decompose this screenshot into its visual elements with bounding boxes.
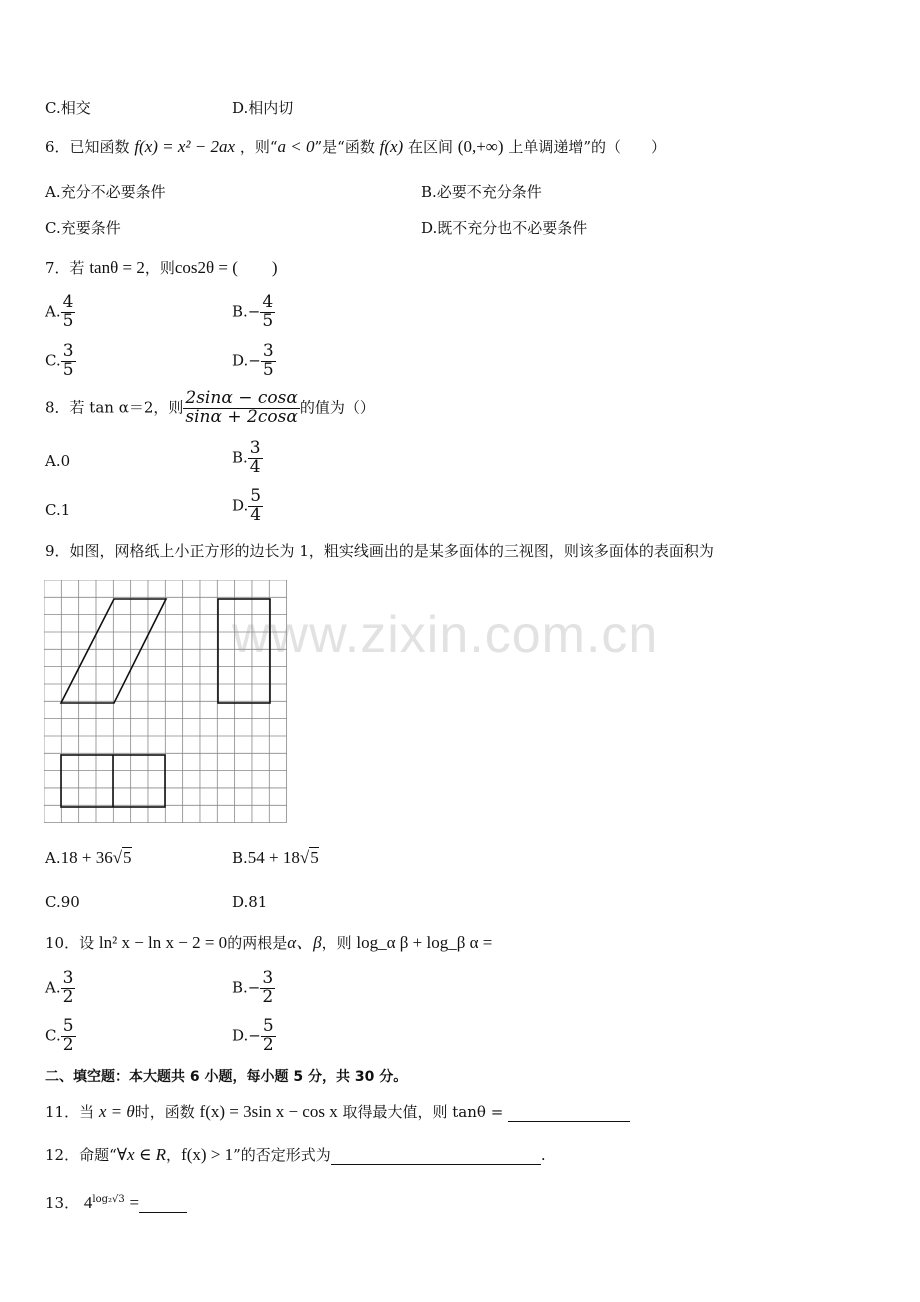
q8-option-d — [232, 488, 263, 525]
q13-exponent: log₂√3 — [92, 1194, 125, 1205]
q7-option-b-label: B.− — [232, 302, 261, 321]
q10-stem — [45, 933, 492, 953]
q8-option-c: C.1 — [45, 501, 71, 519]
q9-stem: 9．如图，网格纸上小正方形的边长为 1，粗实线画出的是某多面体的三视图，则该多面体的表面积为 — [45, 542, 714, 560]
q6-number: 6．已知函数 — [45, 138, 130, 156]
q9-option-a-radicand: 5 — [123, 848, 132, 867]
q9-option-c: C.90 — [45, 893, 80, 911]
q11-condition: x = θ — [98, 1102, 135, 1121]
q7-number: 7．若 — [45, 259, 85, 277]
fraction-denominator: 5 — [62, 310, 74, 331]
q12-stem — [45, 1145, 546, 1165]
q7-option-c — [45, 343, 76, 380]
q11-number: 11．当 — [45, 1103, 95, 1121]
q7-option-d-fraction — [261, 343, 276, 380]
q9-option-a-expression: 18 + 36 — [60, 848, 113, 867]
q10-equation: ln² x − ln x − 2 = 0 — [98, 933, 228, 952]
q8-option-d-fraction — [248, 488, 263, 525]
q7-option-c-label: C. — [45, 351, 61, 370]
q12-answer-blank[interactable] — [331, 1148, 541, 1165]
q12-quantifier: ∀x ∈ R — [116, 1145, 167, 1164]
fraction-denominator: 2 — [262, 1034, 274, 1055]
fraction-numerator: 5 — [250, 486, 262, 506]
q6-option-c: C.充要条件 — [45, 219, 121, 237]
fraction-numerator: 2sinα − cosα — [185, 388, 298, 408]
q5-option-c: C.相交 — [45, 99, 91, 117]
fraction-numerator: 3 — [249, 438, 261, 458]
watermark: www.zixin.com.cn — [232, 606, 659, 664]
q10-option-a-label: A. — [45, 978, 61, 997]
q6-fx: f(x) — [379, 137, 404, 156]
q12-period: . — [540, 1146, 546, 1164]
q10-option-d-fraction — [261, 1018, 276, 1055]
q10-text-2: ，则 — [321, 934, 352, 952]
fraction-numerator: 3 — [62, 968, 74, 988]
q13-base: 4 — [83, 1193, 93, 1212]
q10-option-b-fraction — [260, 970, 275, 1007]
q6-stem — [45, 137, 666, 157]
q6-text-1: ，则“ — [239, 138, 278, 156]
fraction-numerator: 5 — [262, 1016, 274, 1036]
sqrt-sign: √ — [112, 848, 123, 867]
q7-option-b-fraction — [260, 294, 275, 331]
q9-option-a — [45, 848, 132, 868]
q6-text-3: 在区间 — [408, 138, 454, 156]
q13-equals: = — [129, 1193, 140, 1212]
q8-stem — [45, 390, 375, 427]
q9-option-b-label: B. — [232, 849, 248, 867]
q9-option-a-label: A. — [45, 849, 61, 867]
fraction-numerator: 5 — [62, 1016, 74, 1036]
fraction-denominator: 5 — [262, 359, 274, 380]
q6-option-b: B.必要不充分条件 — [421, 183, 542, 201]
fraction-numerator: 4 — [262, 292, 274, 312]
q7-stem — [45, 258, 278, 278]
q7-option-d-label: D.− — [232, 351, 261, 370]
q12-separator: ， — [166, 1146, 182, 1164]
q8-option-b-fraction — [248, 440, 263, 477]
q10-number: 10．设 — [45, 934, 95, 952]
fraction-denominator: 4 — [249, 456, 261, 477]
q9-option-d: D.81 — [232, 893, 268, 911]
q13-answer-blank[interactable] — [139, 1196, 187, 1213]
q7-expression: cos2θ = ( ) — [174, 258, 278, 277]
q6-text-4: 上单调递增”的（ ） — [508, 138, 667, 156]
q11-text-2: 取得最大值，则 tanθ = — [342, 1103, 504, 1121]
q10-option-c-fraction — [61, 1018, 76, 1055]
q11-answer-blank[interactable] — [508, 1105, 630, 1122]
q10-text-1: 的两根是 — [227, 934, 288, 952]
q6-condition: a < 0 — [277, 137, 315, 156]
q9-option-b-radicand: 5 — [310, 848, 319, 867]
fraction-denominator: 5 — [262, 310, 274, 331]
q10-option-c — [45, 1018, 76, 1055]
section-heading: 二、填空题：本大题共 6 小题，每小题 5 分，共 30 分。 — [45, 1069, 408, 1085]
q7-text: ，则 — [144, 259, 175, 277]
q7-option-b — [232, 294, 275, 331]
fraction-numerator: 3 — [62, 341, 74, 361]
q8-fraction — [183, 390, 299, 427]
q8-option-b — [232, 440, 263, 477]
q7-option-a — [45, 294, 75, 331]
q5-option-d: D.相内切 — [232, 99, 294, 117]
q10-option-d — [232, 1018, 276, 1055]
fraction-denominator: 4 — [250, 504, 262, 525]
fraction-denominator: 2 — [62, 986, 74, 1007]
q6-interval: (0,+∞) — [457, 137, 504, 156]
q13-stem — [45, 1190, 187, 1213]
q10-option-a — [45, 970, 75, 1007]
q8-option-d-label: D. — [232, 496, 249, 515]
fraction-numerator: 4 — [62, 292, 74, 312]
q10-roots: α、β — [287, 933, 322, 952]
q11-function: f(x) = 3sin x − cos x — [199, 1102, 338, 1121]
q7-option-c-fraction — [61, 343, 76, 380]
q7-option-a-fraction — [61, 294, 76, 331]
fraction-denominator: sinα + 2cosα — [185, 406, 298, 427]
fraction-denominator: 5 — [62, 359, 74, 380]
q8-option-a: A.0 — [45, 452, 71, 470]
q10-expression: log_α β + log_β α = — [356, 933, 493, 952]
q6-function: f(x) = x² − 2ax — [134, 137, 236, 156]
q11-stem — [45, 1102, 630, 1122]
q7-option-a-label: A. — [45, 302, 61, 321]
q12-number: 12．命题“ — [45, 1146, 117, 1164]
q6-option-a: A.充分不必要条件 — [45, 183, 166, 201]
q8-text-end: 的值为（） — [299, 398, 375, 417]
q10-option-b-label: B.− — [232, 978, 261, 997]
q11-text-1: 时，函数 — [134, 1103, 195, 1121]
fraction-numerator: 3 — [262, 968, 274, 988]
q9-option-b-expression: 54 + 18 — [247, 848, 300, 867]
fraction-denominator: 2 — [262, 986, 274, 1007]
fraction-numerator: 3 — [262, 341, 274, 361]
fraction-denominator: 2 — [62, 1034, 74, 1055]
q10-option-a-fraction — [61, 970, 76, 1007]
q7-condition: tanθ = 2 — [89, 258, 145, 277]
q8-option-b-label: B. — [232, 448, 248, 467]
sqrt-sign: √ — [299, 848, 310, 867]
q9-option-b — [232, 848, 319, 868]
q12-text: ”的否定形式为 — [233, 1146, 331, 1164]
q12-predicate: f(x) > 1 — [181, 1145, 234, 1164]
q10-option-d-label: D.− — [232, 1026, 261, 1045]
q6-text-2: ”是“函数 — [314, 138, 375, 156]
q7-option-d — [232, 343, 276, 380]
q13-number: 13． — [45, 1194, 80, 1212]
q10-option-b — [232, 970, 275, 1007]
q6-option-d: D.既不充分也不必要条件 — [421, 219, 588, 237]
q8-number: 8．若 tan α＝2，则 — [45, 398, 184, 417]
q10-option-c-label: C. — [45, 1026, 61, 1045]
